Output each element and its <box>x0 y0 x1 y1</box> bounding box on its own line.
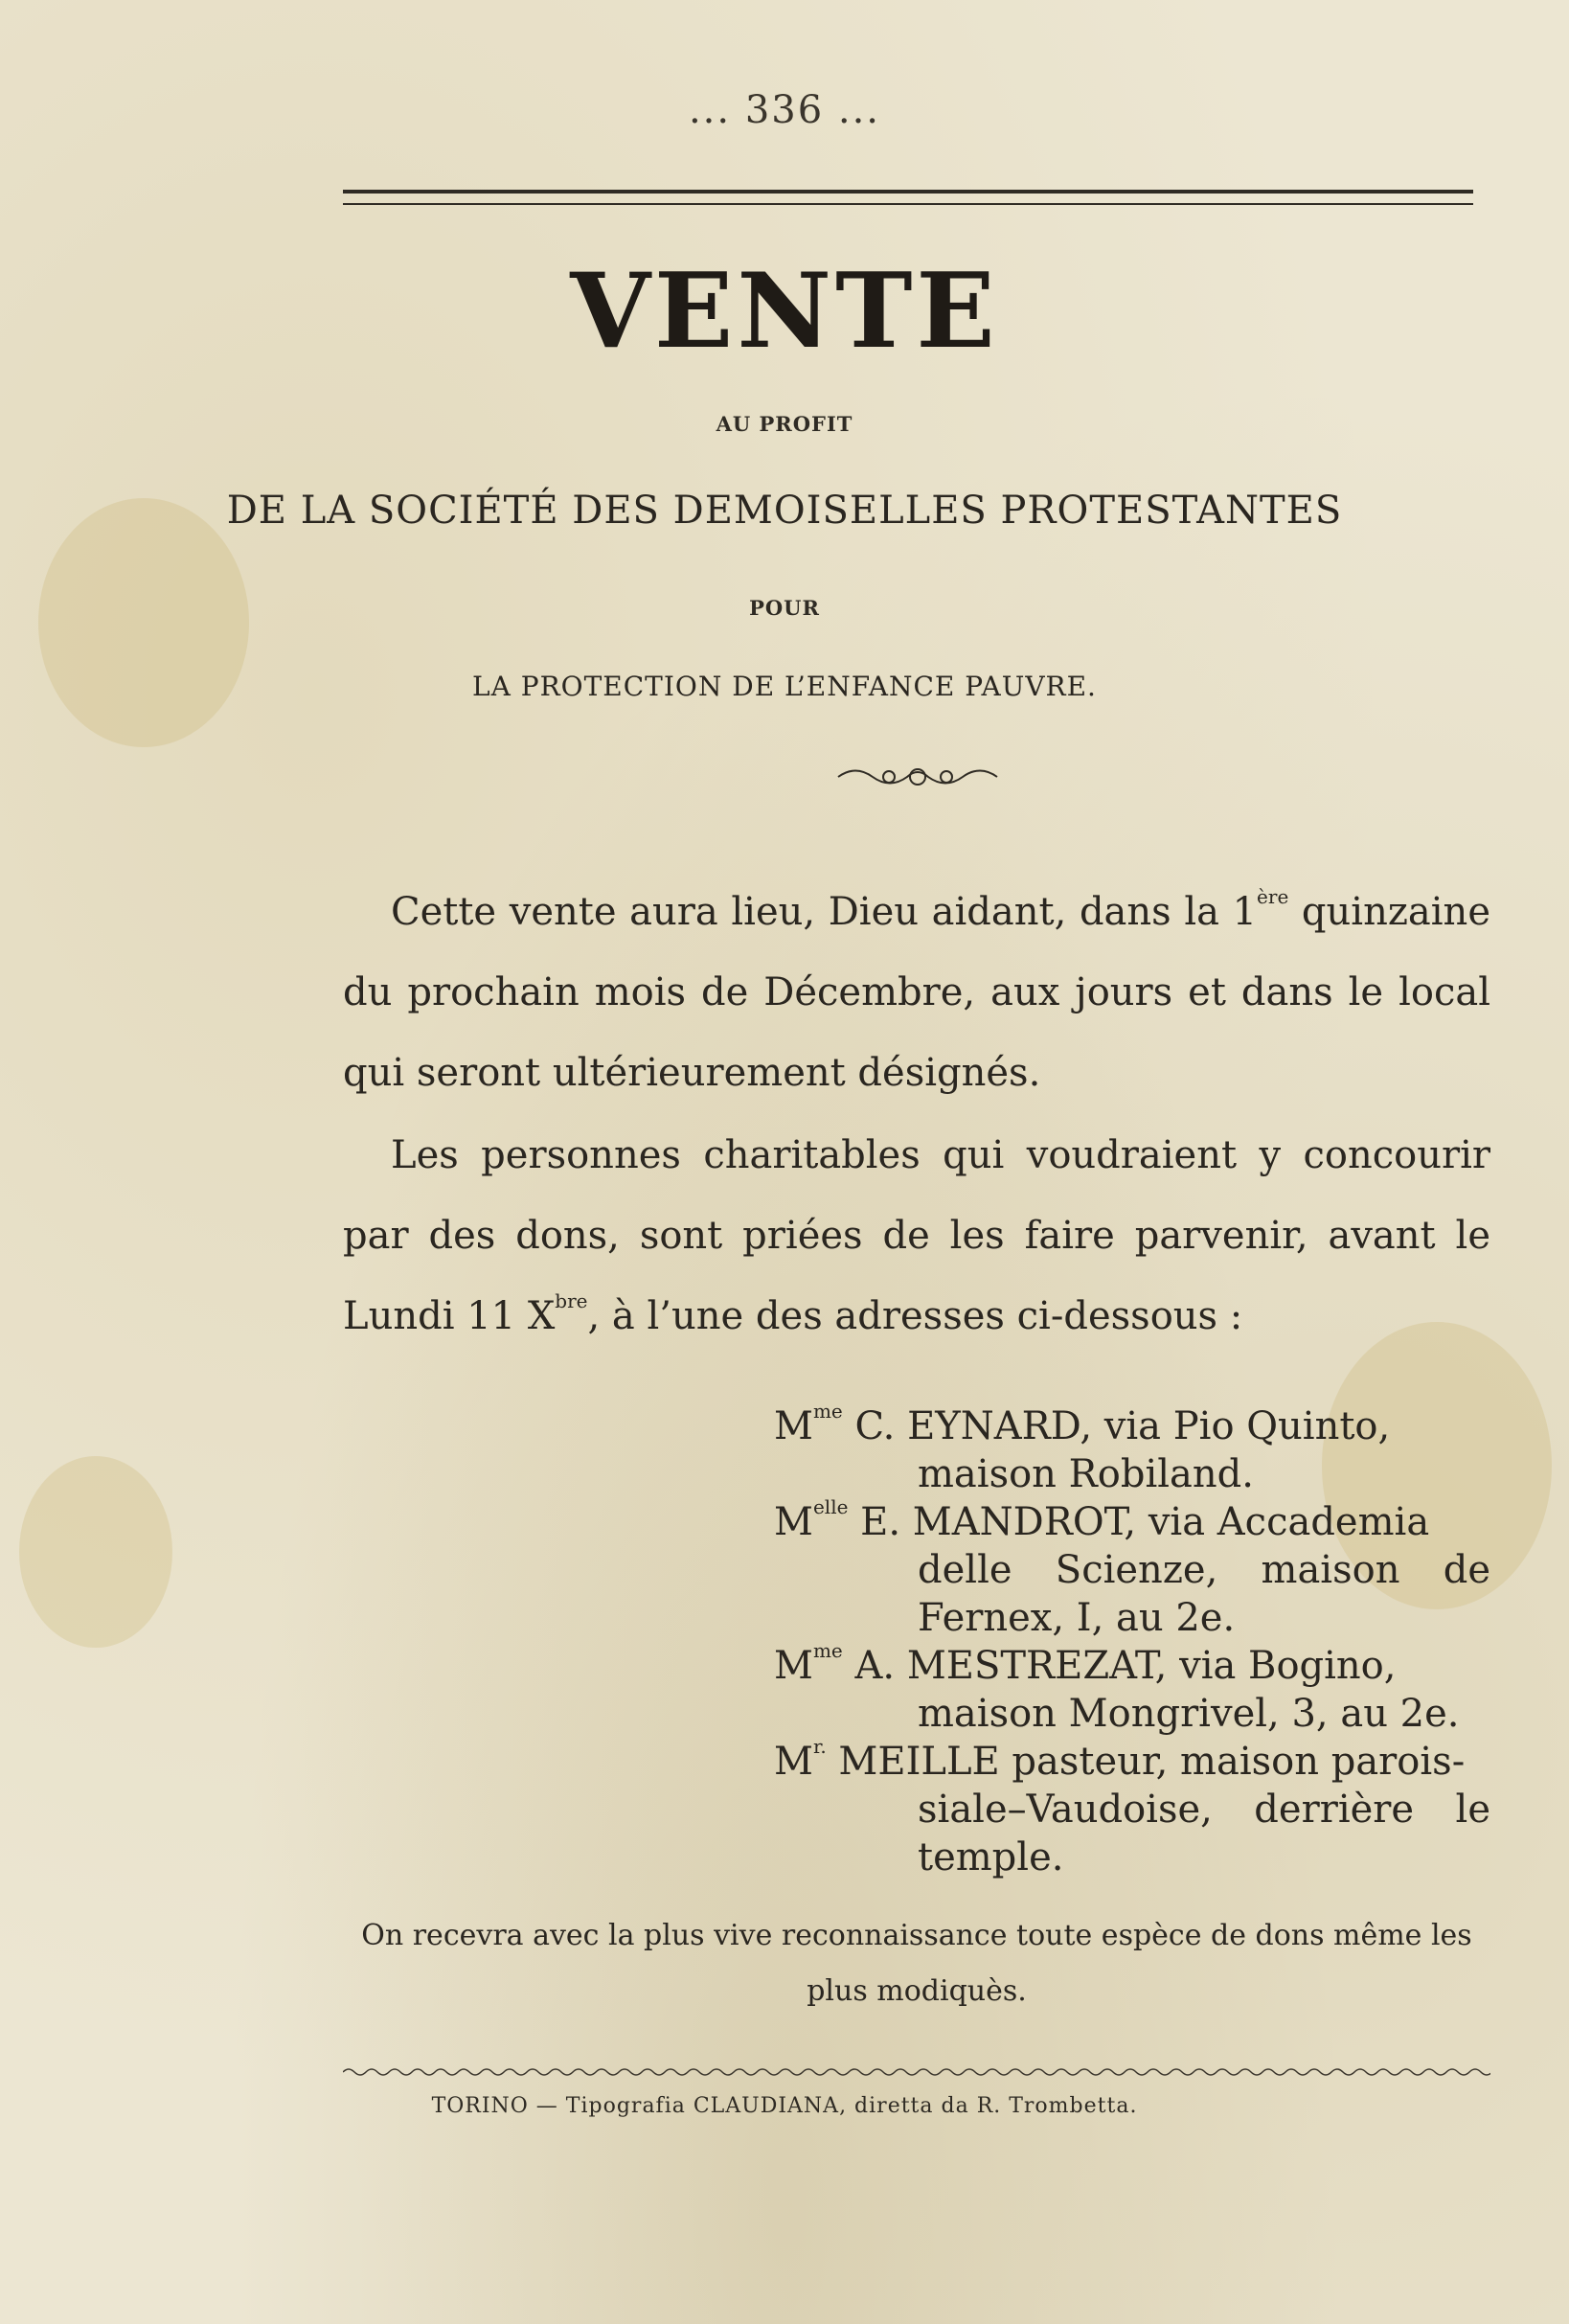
address-first-line: A. MESTREZAT, via Bogino, <box>842 1644 1397 1688</box>
address-first-line: MEILLE pasteur, maison parois- <box>826 1740 1466 1784</box>
pour-label: POUR <box>749 596 820 620</box>
paragraph-date-text: Cette vente aura lieu, Dieu aidant, dans la 1 <box>391 890 1258 934</box>
society-name: DE LA SOCIÉTÉ DES DEMOISELLES PROTESTANTES <box>226 489 1343 533</box>
superscript: bre <box>555 1289 588 1312</box>
superscript: me <box>812 1400 843 1423</box>
superscript: me <box>812 1639 843 1662</box>
address-entry <box>774 1402 1490 1498</box>
paper-stain <box>19 1456 172 1648</box>
address-entry <box>774 1495 1490 1642</box>
paragraph-date-text: quinzaine du prochain mois de Décembre, aux jours et dans le local qui seront ultérieurement désignés. <box>343 890 1490 1095</box>
wavy-divider-icon <box>343 2065 1490 2079</box>
superscript: elle <box>812 1495 849 1518</box>
au-profit-label: AU PROFIT <box>716 412 853 436</box>
address-continuation: maison Mongrivel, 3, au 2e. <box>918 1692 1460 1736</box>
address-title: M <box>774 1404 813 1448</box>
page-number: ... 336 ... <box>688 88 881 132</box>
paragraph-date <box>343 872 1490 1113</box>
address-continuation: maison Robiland. <box>918 1452 1254 1496</box>
address-entry <box>774 1735 1490 1881</box>
address-title: M <box>774 1644 813 1688</box>
closing-note: On recevra avec la plus vive reconnaissance toute espèce de dons même les plus modiquès. <box>361 1919 1472 2008</box>
address-entry <box>774 1639 1490 1738</box>
page-title: VENTE <box>570 251 999 372</box>
paper-stain <box>38 498 249 747</box>
address-first-line: E. MANDROT, via Accademia <box>848 1500 1430 1544</box>
paragraph-donations-text: Les personnes charitables qui voudraient y concourir par des dons, sont priées de les faire parvenir, avant le Lundi 11 X <box>343 1133 1490 1338</box>
address-title: M <box>774 1740 813 1784</box>
address-first-line: C. EYNARD, via Pio Quinto, <box>842 1404 1391 1448</box>
decorative-ornament-icon <box>836 763 999 791</box>
superscript: r. <box>812 1735 827 1758</box>
address-continuation: siale–Vaudoise, derrière le temple. <box>918 1788 1490 1880</box>
printer-imprint: TORINO — Tipografia CLAUDIANA, diretta da R. Trombetta. <box>431 2094 1138 2118</box>
paragraph-donations <box>343 1115 1490 1356</box>
top-double-rule <box>343 190 1473 205</box>
address-title: M <box>774 1500 813 1544</box>
protection-line: LA PROTECTION DE L’ENFANCE PAUVRE. <box>472 671 1097 702</box>
paragraph-donations-text: , à l’une des adresses ci-dessous : <box>587 1294 1243 1338</box>
address-continuation: delle Scienze, maison de Fernex, I, au 2e. <box>918 1548 1490 1640</box>
superscript: ère <box>1257 885 1289 908</box>
